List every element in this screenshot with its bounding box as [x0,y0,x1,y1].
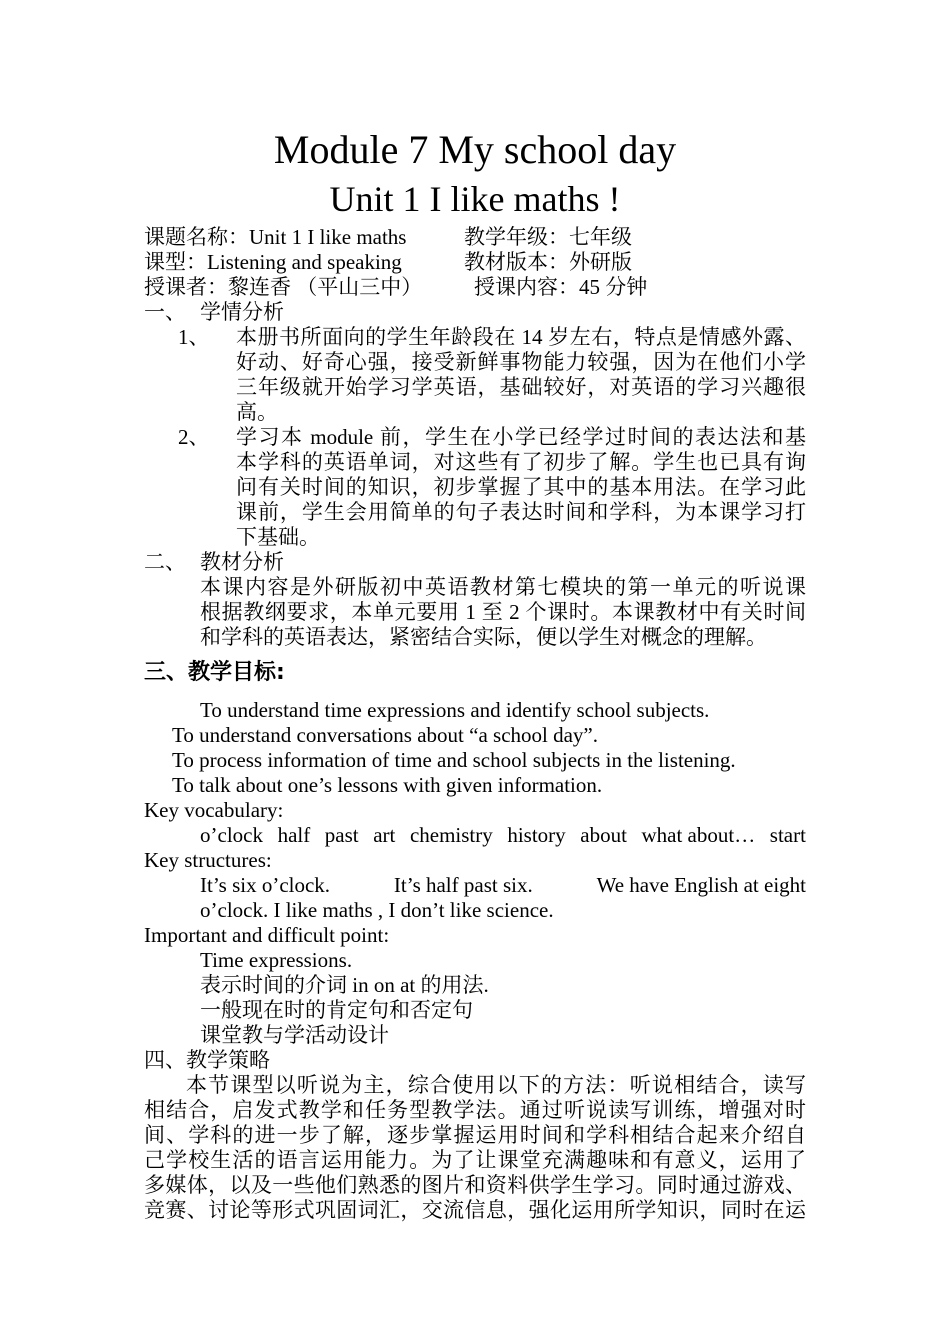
vocab-word: art [373,823,396,847]
info-topic-label: 课题名称： [144,225,249,249]
objective-item: To understand conversations about “a school day”. [172,723,598,747]
info-edition [464,250,632,275]
info-edition-label: 教材版本： [464,250,569,274]
info-type [144,250,402,275]
section2-line: 本课内容是外研版初中英语教材第七模块的第一单元的听说课 [200,575,806,599]
section2-line: 根据教纲要求，本单元要用 1 至 2 个课时。本课教材中有关时间 [200,600,806,624]
section1-item2-line: 下基础。 [236,525,320,549]
info-grade [464,225,632,250]
section4-line: 本节课型以听说为主，综合使用以下的方法：听说相结合，读写 [186,1073,806,1097]
section4-heading: 四、教学策略 [144,1048,270,1072]
info-type-value: Listening and speaking [207,250,402,274]
section1-item1-number: 1、 [178,325,210,349]
vocab-label: Key vocabulary: [144,798,284,822]
section1-item2-line: 问有关时间的知识，初步掌握了其中的基本用法。在学习此 [236,475,806,499]
difficult-item: 课堂教与学活动设计 [200,1023,389,1047]
info-type-label: 课型： [144,250,207,274]
info-grade-label: 教学年级： [464,225,569,249]
section2-number: 二、 [144,550,186,574]
vocab-word: what about… [641,823,756,847]
info-topic [144,225,406,250]
structures-label: Key structures: [144,848,272,872]
document-title: Module 7 My school day [273,127,677,172]
vocab-word: o’clock [200,823,263,847]
section3-heading: 三、教学目标: [144,660,285,685]
vocab-word: chemistry [409,823,493,847]
structure-item: It’s six o’clock. [200,873,331,897]
section1-item1-line: 好动、好奇心强，接受新鲜事物能力较强，因为在他们小学 [236,350,806,374]
section1-heading: 学情分析 [200,300,284,324]
section1-item1-line: 本册书所面向的学生年龄段在 14 岁左右，特点是情感外露、 [236,325,806,349]
section4-line: 间、学科的进一步了解，逐步掌握运用时间和学科相结合起来介绍自 [144,1123,806,1147]
section2-heading: 教材分析 [200,550,284,574]
section4-line: 竞赛、讨论等形式巩固词汇，交流信息，强化运用所学知识，同时在运 [144,1198,806,1222]
structure-item: We have English at eight [596,873,806,897]
section1-item2-line: 学习本 module 前，学生在小学已经学过时间的表达法和基 [236,425,806,449]
section4-line: 相结合，启发式教学和任务型教学法。通过听说读写训练，增强对时 [144,1098,806,1122]
vocab-word: half [277,823,311,847]
difficult-item: 表示时间的介词 in on at 的用法. [200,973,489,997]
difficult-item: Time expressions. [200,948,353,972]
section1-number: 一、 [144,300,186,324]
objective-item: To talk about one’s lessons with given information. [172,773,603,797]
info-edition-value: 外研版 [569,250,632,274]
info-teacher [144,275,422,300]
structure-item: It’s half past six. [393,873,533,897]
section1-item2-number: 2、 [178,425,210,449]
vocab-word: history [507,823,566,847]
structures-line: o’clock. I like maths , I don’t like science. [200,898,554,922]
info-teacher-label: 授课者： [144,275,228,299]
objective-item: To process information of time and school subjects in the listening. [172,748,736,772]
info-content-value: 45 分钟 [579,275,648,299]
section4-line: 多媒体，以及一些他们熟悉的图片和资料供学生学习。同时通过游戏、 [144,1173,806,1197]
vocab-words [200,823,806,848]
difficult-item: 一般现在时的肯定句和否定句 [200,998,473,1022]
section1-item2-line: 本学科的英语单词，对这些有了初步了解。学生也已具有询 [236,450,806,474]
objective-item: To understand time expressions and identify school subjects. [200,698,710,722]
section1-item1-line: 三年级就开始学习学英语，基础较好，对英语的学习兴趣很 [236,375,806,399]
vocab-word: start [769,823,806,847]
difficult-label: Important and difficult point: [144,923,390,947]
vocab-word: past [324,823,359,847]
info-teacher-value: 黎连香 （平山三中） [228,275,423,299]
section4-line: 己学校生活的语言运用能力。为了让课堂充满趣味和有意义，运用了 [144,1148,806,1172]
document-subtitle: Unit 1 I like maths ! [329,179,621,219]
info-content-label: 授课内容： [474,275,579,299]
info-content [474,275,647,300]
info-topic-value: Unit 1 I like maths [249,225,407,249]
section1-item1-line: 高。 [236,400,278,424]
section1-item2-line: 课前，学生会用简单的句子表达时间和学科，为本课学习打 [236,500,806,524]
structures-line [200,873,806,898]
info-grade-value: 七年级 [569,225,632,249]
section2-line: 和学科的英语表达，紧密结合实际，便以学生对概念的理解。 [200,625,767,649]
vocab-word: about [580,823,627,847]
